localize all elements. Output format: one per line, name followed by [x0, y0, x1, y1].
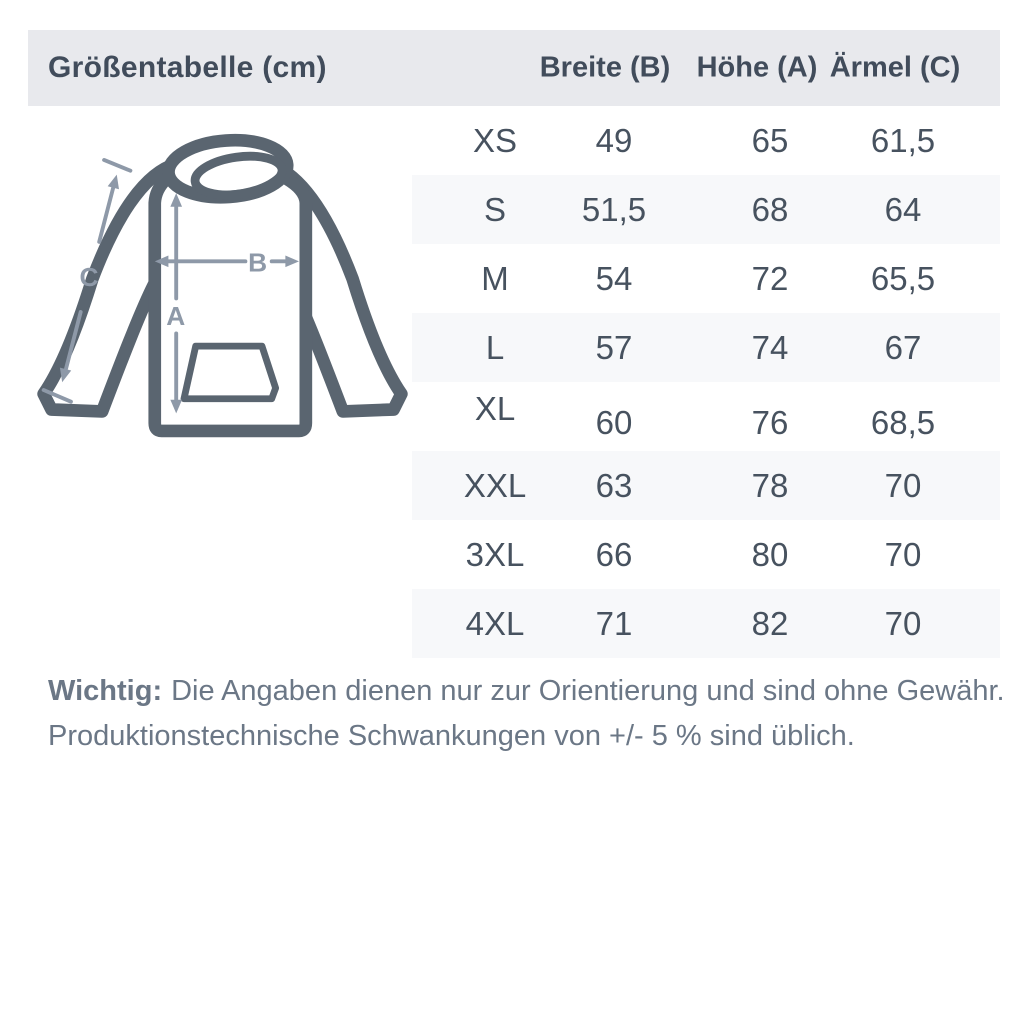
table-row	[412, 175, 1000, 244]
table-row	[412, 589, 1000, 658]
cell-breite: 51,5	[581, 190, 647, 228]
disclaimer-line-2: Produktionstechnische Schwankungen von +/- 5 % sind üblich.	[48, 720, 855, 752]
cell-breite: 54	[595, 259, 633, 297]
disclaimer-note	[48, 669, 1005, 759]
hoodie-pocket	[184, 346, 276, 399]
cell-hoehe: 68	[751, 190, 789, 228]
cell-breite: 57	[595, 328, 633, 366]
table-header	[28, 30, 1000, 106]
dimension-label-b: B	[248, 247, 269, 278]
cell-aermel: 68,5	[870, 403, 936, 441]
column-header-aermel: Ärmel (C)	[829, 51, 961, 84]
cell-aermel: 70	[884, 466, 922, 504]
cell-size: 4XL	[465, 604, 525, 642]
cell-size: M	[481, 259, 509, 297]
cell-hoehe: 80	[751, 535, 789, 573]
cell-hoehe: 65	[751, 121, 789, 159]
cell-hoehe: 74	[751, 328, 789, 366]
cell-breite: 66	[595, 535, 633, 573]
table-row	[412, 451, 1000, 520]
hoodie-illustration	[30, 120, 415, 467]
cell-breite: 60	[595, 403, 633, 441]
cell-size: XL	[474, 389, 516, 427]
cell-hoehe: 82	[751, 604, 789, 642]
column-header-breite: Breite (B)	[539, 51, 671, 84]
cell-breite: 71	[595, 604, 633, 642]
cell-size: XXL	[463, 466, 527, 504]
table-row	[412, 106, 1000, 175]
cell-size: XS	[472, 121, 518, 159]
cell-hoehe: 72	[751, 259, 789, 297]
cell-hoehe: 78	[751, 466, 789, 504]
cell-aermel: 67	[884, 328, 922, 366]
cell-aermel: 61,5	[870, 121, 936, 159]
dimension-c-tick	[104, 160, 130, 171]
arrow-up-right-icon	[108, 175, 119, 190]
page-title: Größentabelle (cm)	[48, 51, 327, 84]
cell-aermel: 70	[884, 604, 922, 642]
size-table	[412, 106, 1000, 658]
table-row	[412, 244, 1000, 313]
cell-aermel: 65,5	[870, 259, 936, 297]
cell-size: L	[485, 328, 505, 366]
column-header-hoehe: Höhe (A)	[696, 51, 818, 84]
cell-aermel: 64	[884, 190, 922, 228]
table-row	[412, 382, 1000, 451]
table-row	[412, 313, 1000, 382]
table-row	[412, 520, 1000, 589]
cell-breite: 49	[595, 121, 633, 159]
dimension-label-c: C	[79, 261, 100, 292]
dimension-label-a: A	[166, 300, 187, 331]
cell-breite: 63	[595, 466, 633, 504]
cell-hoehe: 76	[751, 403, 789, 441]
disclaimer-bold-label: Wichtig:	[48, 675, 163, 707]
cell-aermel: 70	[884, 535, 922, 573]
cell-size: 3XL	[465, 535, 525, 573]
disclaimer-line-1	[48, 669, 1005, 714]
cell-size: S	[483, 190, 507, 228]
disclaimer-text: Die Angaben dienen nur zur Orientierung und sind ohne Gewähr.	[171, 675, 1005, 707]
hoodie-measurement-diagram	[30, 120, 415, 467]
